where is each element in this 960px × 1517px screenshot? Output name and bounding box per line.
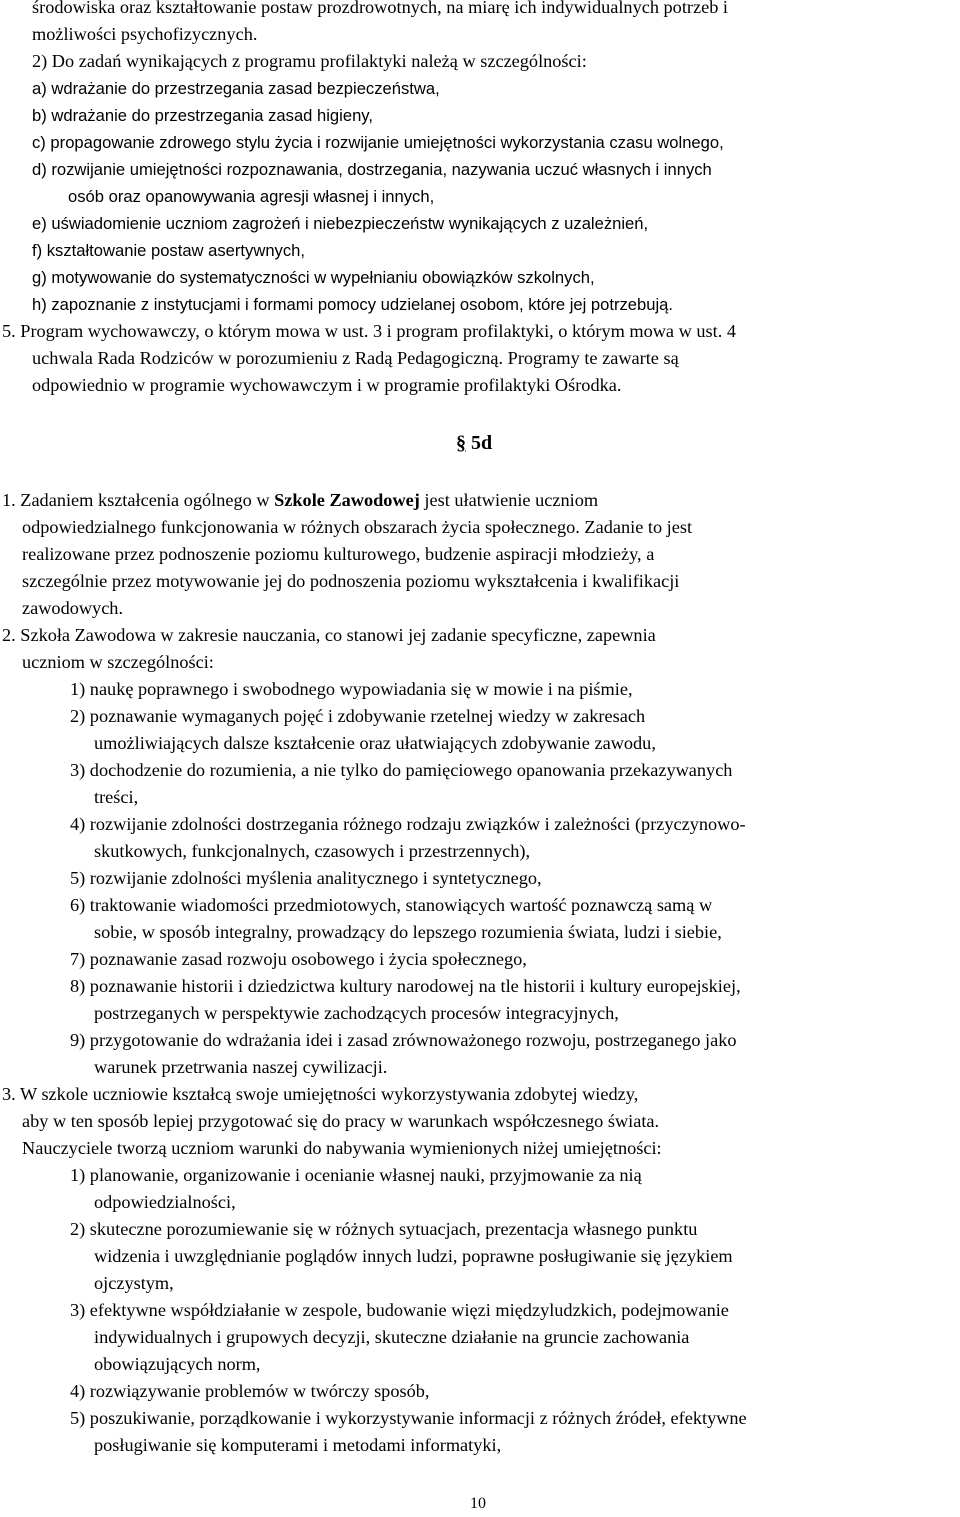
text-line: środowiska oraz kształtowanie postaw prozdrowotnych, na miarę ich indywidualnych potrzeb i — [32, 0, 729, 17]
text-span: 1. Zadaniem kształcenia ogólnego w — [2, 490, 275, 510]
list-item-continuation: skutkowych, funkcjonalnych, czasowych i przestrzennych), — [94, 841, 531, 861]
list-item: 3) efektywne współdziałanie w zespole, budowanie więzi międzyludzkich, podejmowanie — [70, 1300, 729, 1320]
list-item: 7) poznawanie zasad rozwoju osobowego i życia społecznego, — [70, 949, 527, 969]
list-item: 4) rozwijanie zdolności dostrzegania różnego rodzaju związków i zależności (przyczynowo- — [70, 814, 746, 834]
list-item-continuation: osób oraz opanowywania agresji własnej i innych, — [68, 187, 435, 206]
list-item: 5) rozwijanie zdolności myślenia analitycznego i syntetycznego, — [70, 868, 542, 888]
paragraph-line: zawodowych. — [22, 598, 124, 618]
list-item-continuation: ojczystym, — [94, 1273, 174, 1293]
paragraph-line: realizowane przez podnoszenie poziomu kulturowego, budzenie aspiracji młodzieży, a — [22, 544, 655, 564]
paragraph-line: 5. Program wychowawczy, o którym mowa w ust. 3 i program profilaktyki, o którym mowa w ust. 4 — [2, 321, 737, 341]
list-item-continuation: umożliwiających dalsze kształcenie oraz ułatwiających zdobywanie zawodu, — [94, 733, 656, 753]
list-item: 5) poszukiwanie, porządkowanie i wykorzystywanie informacji z różnych źródeł, efektywne — [70, 1408, 747, 1428]
list-item: 1) naukę poprawnego i swobodnego wypowiadania się w mowie i na piśmie, — [70, 679, 633, 699]
list-item-continuation: treści, — [94, 787, 139, 807]
list-item: h) zapoznanie z instytucjami i formami pomocy udzielanej osobom, które jej potrzebują. — [32, 295, 674, 314]
list-item: 2) poznawanie wymaganych pojęć i zdobywanie rzetelnej wiedzy w zakresach — [70, 706, 646, 726]
list-item: 3) dochodzenie do rozumienia, a nie tylko do pamięciowego opanowania przekazywanych — [70, 760, 733, 780]
list-item-continuation: obowiązujących norm, — [94, 1354, 261, 1374]
list-item: 1) planowanie, organizowanie i ocenianie własnej nauki, przyjmowanie za nią — [70, 1165, 642, 1185]
list-item-continuation: sobie, w sposób integralny, prowadzący do lepszego rozumienia świata, ludzi i siebie, — [94, 922, 722, 942]
list-item: c) propagowanie zdrowego stylu życia i rozwijanie umiejętności wykorzystania czasu wolnego, — [32, 133, 724, 152]
text-line: możliwości psychofizycznych. — [32, 24, 258, 44]
paragraph-line: uchwala Rada Rodziców w porozumieniu z Radą Pedagogiczną. Programy te zawarte są — [32, 348, 679, 368]
list-item: 9) przygotowanie do wdrażania idei i zasad zrównoważonego rozwoju, postrzeganego jako — [70, 1030, 737, 1050]
paragraph-line: odpowiedzialnego funkcjonowania w różnych obszarach życia społecznego. Zadanie to jest — [22, 517, 693, 537]
section-number: 5d — [466, 432, 493, 454]
list-item: f) kształtowanie postaw asertywnych, — [32, 241, 305, 260]
list-item-continuation: warunek przetrwania naszej cywilizacji. — [94, 1057, 388, 1077]
paragraph-line: 2. Szkoła Zawodowa w zakresie nauczania, co stanowi jej zadanie specyficzne, zapewnia — [2, 625, 656, 645]
list-item-continuation: posługiwanie się komputerami i metodami informatyki, — [94, 1435, 502, 1455]
list-item-continuation: odpowiedzialności, — [94, 1192, 236, 1212]
paragraph-line — [2, 487, 598, 514]
page-number: 10 — [470, 1495, 486, 1512]
section-heading — [456, 430, 492, 457]
paragraph-line: odpowiednio w programie wychowawczym i w programie profilaktyki Ośrodka. — [32, 375, 622, 395]
school-name: Szkole Zawodowej — [274, 490, 420, 510]
paragraph-line: uczniom w szczególności: — [22, 652, 214, 672]
list-item: g) motywowanie do systematyczności w wypełnianiu obowiązków szkolnych, — [32, 268, 595, 287]
paragraph-line: 3. W szkole uczniowie kształcą swoje umiejętności wykorzystywania zdobytej wiedzy, — [2, 1084, 639, 1104]
list-item: e) uświadomienie uczniom zagrożeń i niebezpieczeństw wynikających z uzależnień, — [32, 214, 649, 233]
list-item: b) wdrażanie do przestrzegania zasad higieny, — [32, 106, 373, 125]
paragraph-line: Nauczyciele tworzą uczniom warunki do nabywania wymienionych niżej umiejętności: — [22, 1138, 662, 1158]
list-item: 4) rozwiązywanie problemów w twórczy sposób, — [70, 1381, 430, 1401]
text-span: jest ułatwienie uczniom — [419, 490, 599, 510]
paragraph-line: szczególnie przez motywowanie jej do podnoszenia poziomu wykształcenia i kwalifikacji — [22, 571, 680, 591]
section-sign: § — [456, 432, 466, 454]
list-item: 6) traktowanie wiadomości przedmiotowych, stanowiących wartość poznawczą samą w — [70, 895, 713, 915]
paragraph-line: aby w ten sposób lepiej przygotować się do pracy w warunkach współczesnego świata. — [22, 1111, 660, 1131]
list-item: 2) skuteczne porozumiewanie się w różnych sytuacjach, prezentacja własnego punktu — [70, 1219, 698, 1239]
list-item: 2) Do zadań wynikających z programu profilaktyki należą w szczególności: — [32, 51, 587, 71]
list-item: d) rozwijanie umiejętności rozpoznawania, dostrzegania, nazywania uczuć własnych i innych — [32, 160, 712, 179]
list-item-continuation: postrzeganych w perspektywie zachodzących procesów integracyjnych, — [94, 1003, 619, 1023]
list-item-continuation: indywidualnych i grupowych decyzji, skuteczne działanie na gruncie zachowania — [94, 1327, 690, 1347]
list-item: 8) poznawanie historii i dziedzictwa kultury narodowej na tle historii i kultury europejskiej, — [70, 976, 741, 996]
list-item-continuation: widzenia i uwzględnianie poglądów innych ludzi, poprawne posługiwanie się językiem — [94, 1246, 733, 1266]
list-item: a) wdrażanie do przestrzegania zasad bezpieczeństwa, — [32, 79, 440, 98]
